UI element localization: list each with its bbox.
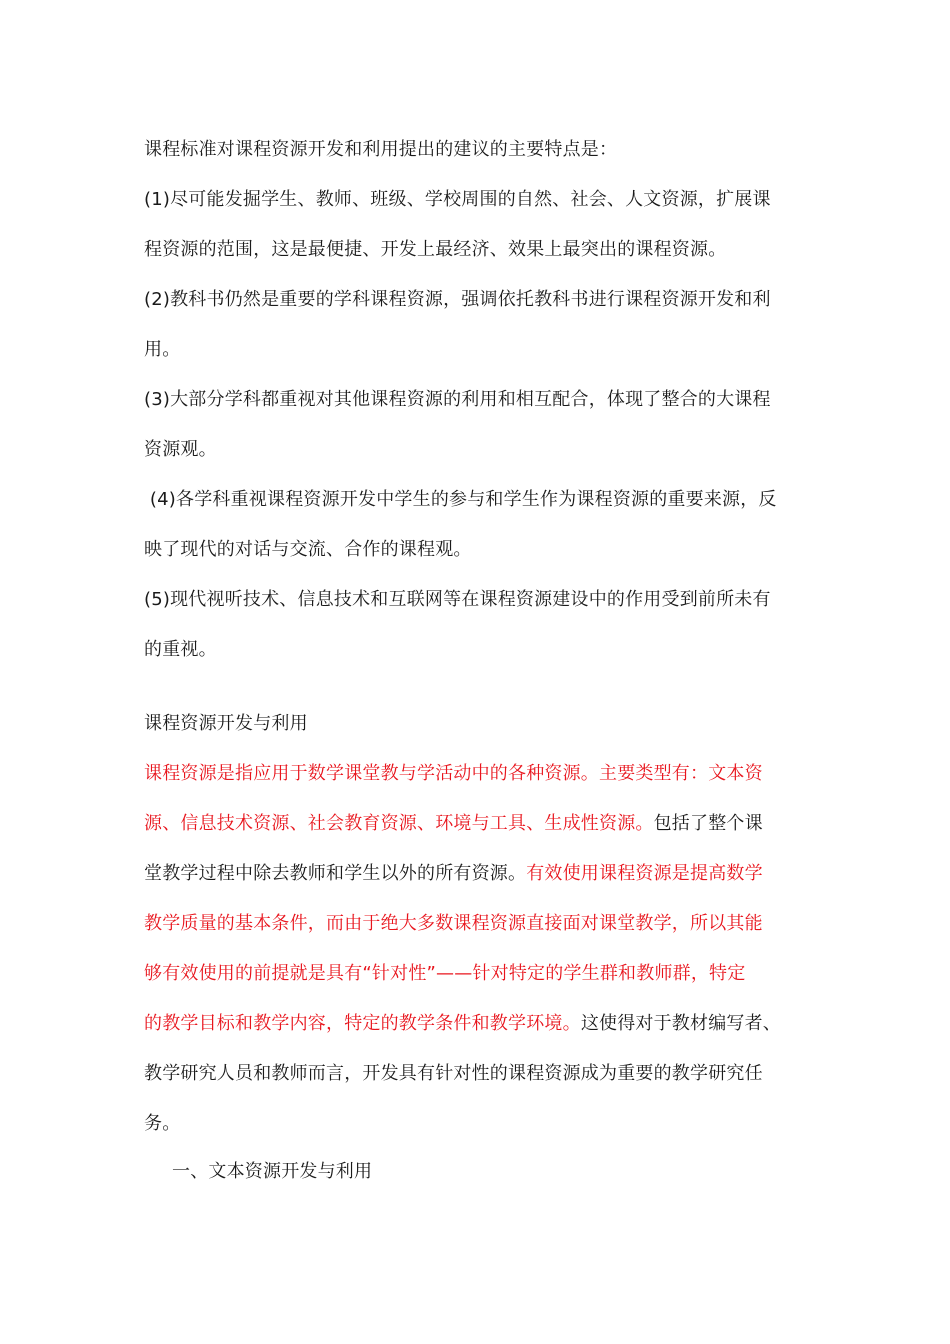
- point-3-line-1: (3)大部分学科都重视对其他课程资源的利用和相互配合，体现了整合的大课程: [144, 389, 771, 410]
- point-1-line-1: (1)尽可能发掘学生、教师、班级、学校周围的自然、社会、人文资源，扩展课: [144, 189, 771, 210]
- point-3-line-2: 资源观。: [144, 439, 217, 460]
- section-line-3-plain: 堂教学过程中除去教师和学生以外的所有资源。: [144, 863, 527, 884]
- point-2-line-2: 用。: [144, 339, 181, 360]
- point-1-line-2: 程资源的范围，这是最便捷、开发上最经济、效果上最突出的课程资源。: [144, 239, 727, 260]
- point-2-line-1: (2)教科书仍然是重要的学科课程资源，强调依托教科书进行课程资源开发和利: [144, 289, 771, 310]
- section-line-6: [144, 1012, 781, 1036]
- section-line-8: 务。: [144, 1113, 181, 1134]
- section-line-3: [144, 862, 763, 886]
- section-title: 课程资源开发与利用: [144, 713, 308, 734]
- section-line-3-highlight: 有效使用课程资源是提高数学: [526, 863, 763, 884]
- section-line-4: 教学质量的基本条件，而由于绝大多数课程资源直接面对课堂教学，所以其能: [144, 913, 763, 934]
- section-line-6-highlight: 的教学目标和教学内容，特定的教学条件和教学环境。: [144, 1013, 581, 1034]
- point-5-line-1: (5)现代视听技术、信息技术和互联网等在课程资源建设中的作用受到前所未有: [144, 589, 771, 610]
- intro-heading: 课程标准对课程资源开发和利用提出的建议的主要特点是：: [144, 139, 618, 160]
- subsection-title: 一、文本资源开发与利用: [172, 1161, 373, 1182]
- section-line-2: [144, 812, 763, 836]
- section-line-6-plain: 这使得对于教材编写者、: [580, 1013, 782, 1034]
- point-4-line-2: 映了现代的对话与交流、合作的课程观。: [144, 539, 472, 560]
- point-4-line-1: (4)各学科重视课程资源开发中学生的参与和学生作为课程资源的重要来源，反: [144, 489, 777, 510]
- section-line-5: 够有效使用的前提就是具有“针对性”——针对特定的学生群和教师群，特定: [144, 963, 746, 984]
- section-line-7: 教学研究人员和教师而言，开发具有针对性的课程资源成为重要的教学研究任: [144, 1063, 763, 1084]
- point-5-line-2: 的重视。: [144, 639, 217, 660]
- section-line-2-plain: 包括了整个课: [653, 813, 763, 834]
- section-line-1: 课程资源是指应用于数学课堂教与学活动中的各种资源。主要类型有：文本资: [144, 763, 763, 784]
- section-line-2-highlight: 源、信息技术资源、社会教育资源、环境与工具、生成性资源。: [144, 813, 654, 834]
